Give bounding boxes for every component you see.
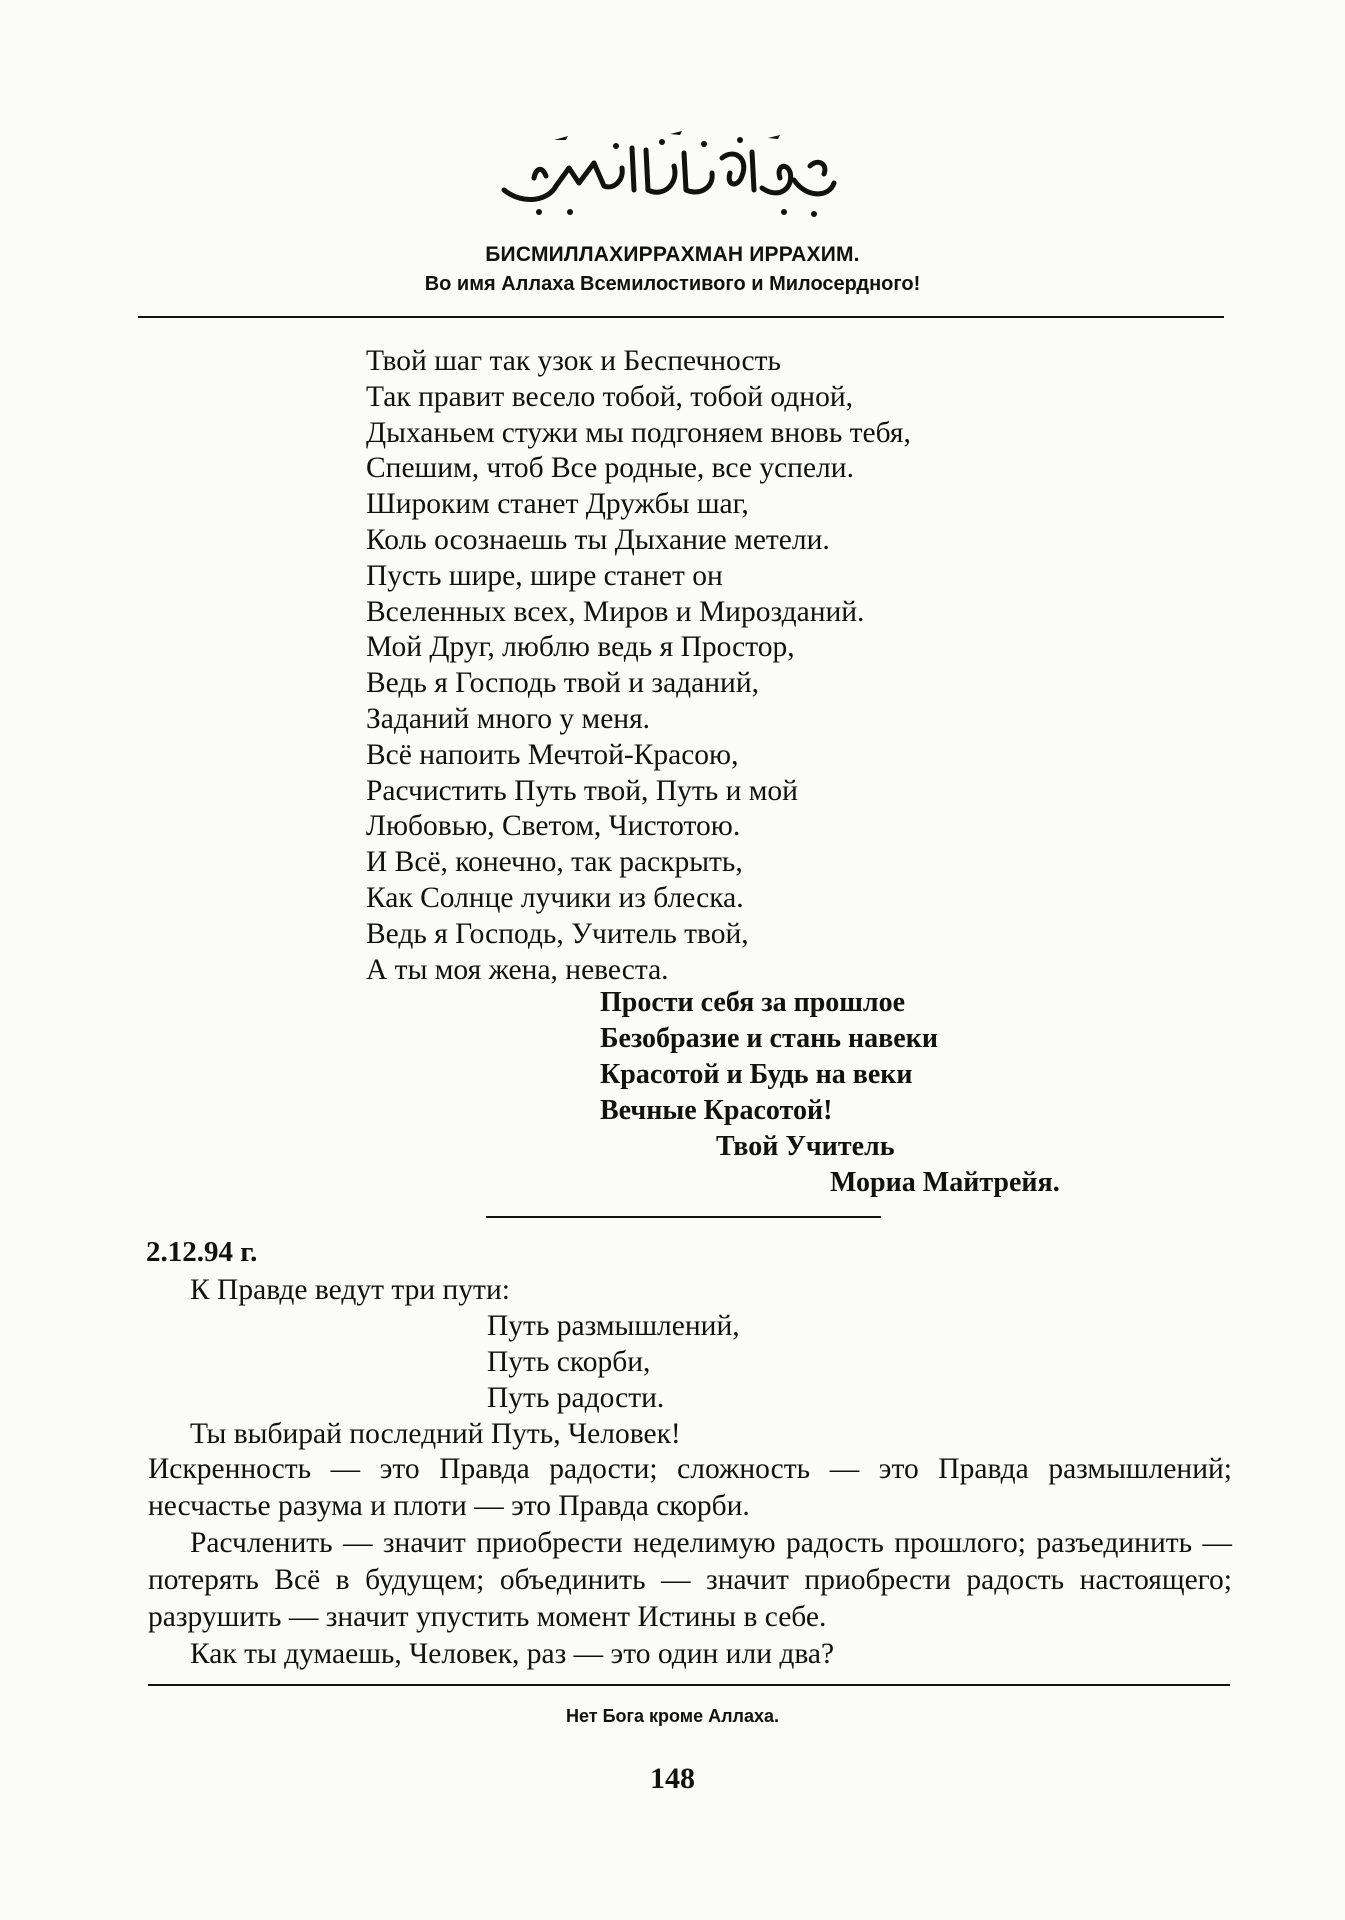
- poem-line: Всё напоить Мечтой-Красою,: [366, 738, 739, 771]
- poem-line: Ведь я Господь твой и заданий,: [366, 667, 760, 700]
- poem-line: Ведь я Господь, Учитель твой,: [366, 917, 749, 950]
- paths-list: [487, 1308, 740, 1416]
- poem-line: Коль осознаешь ты Дыхание метели.: [366, 523, 830, 556]
- entry-choose: Ты выбирай последний Путь, Человек!: [190, 1418, 681, 1450]
- footer-divider: [148, 1684, 1230, 1686]
- poem-line: Твой шаг так узок и Беспечность: [366, 345, 781, 377]
- header-divider: [138, 316, 1224, 318]
- poem-line: Мой Друг, люблю ведь я Простор,: [366, 631, 795, 664]
- header-subtitle: Во имя Аллаха Всемилостивого и Милосердного!: [424, 273, 921, 295]
- signature-name: Мориа Майтрейя.: [830, 1167, 1060, 1198]
- poem-line: Вселенных всех, Миров и Мирозданий.: [366, 595, 865, 628]
- entry-date: 2.12.94 г.: [146, 1236, 258, 1268]
- poem-line: Любовью, Светом, Чистотою.: [366, 810, 741, 843]
- entry-intro: К Правде ведут три пути:: [190, 1274, 510, 1306]
- signature-title: Твой Учитель: [716, 1131, 895, 1162]
- poem-bold-stanza: [600, 985, 938, 1129]
- poem-line: Спешим, чтоб Все родные, все успели.: [366, 452, 854, 485]
- poem-line: Широким станет Дружбы шаг,: [366, 488, 749, 521]
- poem-line: А ты моя жена, невеста.: [366, 953, 669, 986]
- poem-line: Расчистить Путь твой, Путь и мой: [366, 774, 798, 807]
- bold-line: Прости себя за прошлое: [600, 987, 906, 1018]
- poem-line: Как Солнце лучики из блеска.: [366, 881, 744, 914]
- poem-line: Так правит весело тобой, тобой одной,: [366, 380, 854, 413]
- bold-line: Вечные Красотой!: [600, 1095, 833, 1126]
- bold-line: Красотой и Будь на веки: [600, 1059, 913, 1090]
- header-title: БИСМИЛЛАХИРРАХМАН ИРРАХИМ.: [485, 243, 860, 266]
- footer-text: Нет Бога кроме Аллаха.: [565, 1706, 780, 1726]
- bismillah-calligraphy: [494, 128, 844, 228]
- poem-line: И Всё, конечно, так раскрыть,: [366, 846, 743, 879]
- poem-line: Пусть шире, шире станет он: [366, 559, 723, 592]
- paragraph-question: Как ты думаешь, Человек, раз — это один или два?: [190, 1638, 835, 1670]
- section-divider: [486, 1216, 881, 1218]
- paragraph-truths: Искренность — это Правда радости; сложность — это Правда размышлений; несчастье разума и плоти — это Правда скорби.: [148, 1453, 1232, 1522]
- page-number: 148: [650, 1762, 695, 1795]
- poem-line: Заданий много у меня.: [366, 702, 651, 735]
- path-item: Путь радости.: [487, 1382, 665, 1414]
- path-item: Путь размышлений,: [487, 1310, 740, 1342]
- bold-line: Безобразие и стань навеки: [600, 1023, 938, 1054]
- path-item: Путь скорби,: [487, 1346, 651, 1378]
- poem-line: Дыханьем стужи мы подгоняем вновь тебя,: [366, 416, 911, 449]
- paragraph-divide: Расчленить — значит приобрести неделимую радость прошлого; разъединить — потерять Всё в будущем; объединить — значит приобрести радость настоящего; разрушить — значит упустить момент Истины в себе.: [148, 1527, 1232, 1633]
- poem: [366, 344, 911, 988]
